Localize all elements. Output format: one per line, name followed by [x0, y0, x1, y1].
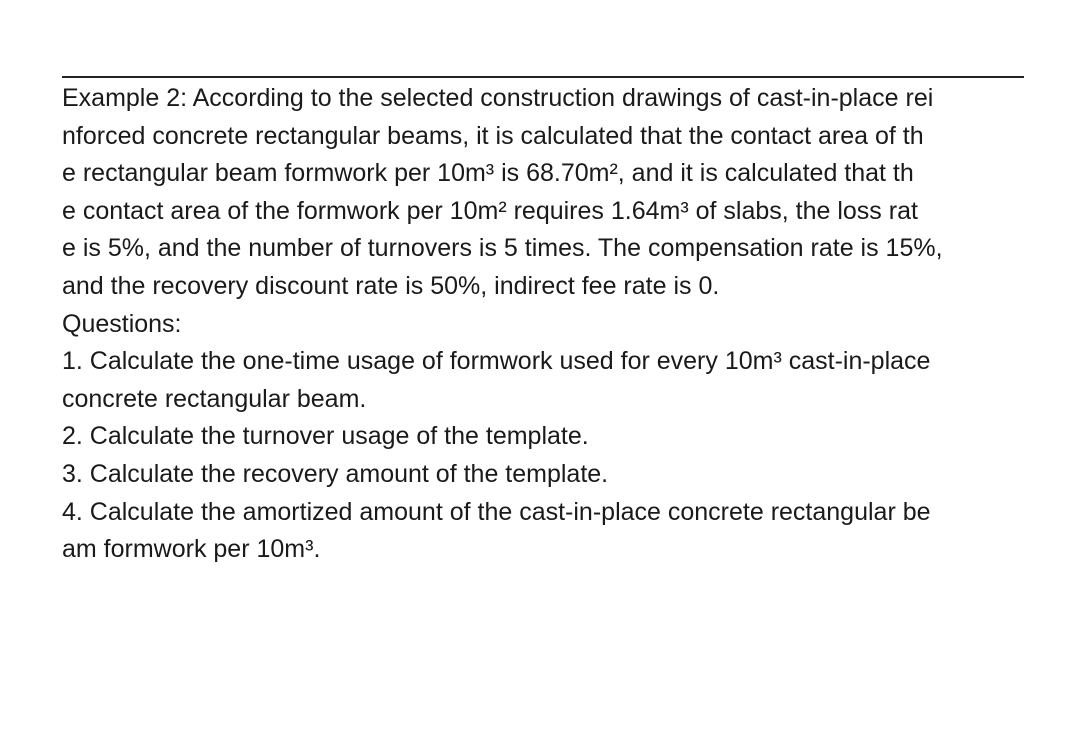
horizontal-rule [62, 76, 1024, 78]
problem-line: e is 5%, and the number of turnovers is 5 times. The compensation rate is 15%, [62, 234, 943, 263]
problem-line: e rectangular beam formwork per 10m³ is 68.70m², and it is calculated that th [62, 159, 914, 188]
question-4-line: am formwork per 10m³. [62, 535, 321, 564]
question-2: 2. Calculate the turnover usage of the template. [62, 422, 589, 451]
problem-text [62, 80, 1062, 569]
problem-line: e contact area of the formwork per 10m² requires 1.64m³ of slabs, the loss rat [62, 196, 918, 225]
questions-heading: Questions: [62, 309, 182, 338]
problem-line: and the recovery discount rate is 50%, indirect fee rate is 0. [62, 271, 720, 300]
question-3: 3. Calculate the recovery amount of the template. [62, 459, 609, 488]
question-1-line: 1. Calculate the one-time usage of formwork used for every 10m³ cast-in-place [62, 347, 931, 376]
problem-line: Example 2: According to the selected construction drawings of cast-in-place rei [62, 84, 934, 112]
question-1-line: concrete rectangular beam. [62, 384, 367, 413]
problem-line: nforced concrete rectangular beams, it is calculated that the contact area of th [62, 121, 924, 150]
question-4-line: 4. Calculate the amortized amount of the cast-in-place concrete rectangular be [62, 497, 931, 526]
